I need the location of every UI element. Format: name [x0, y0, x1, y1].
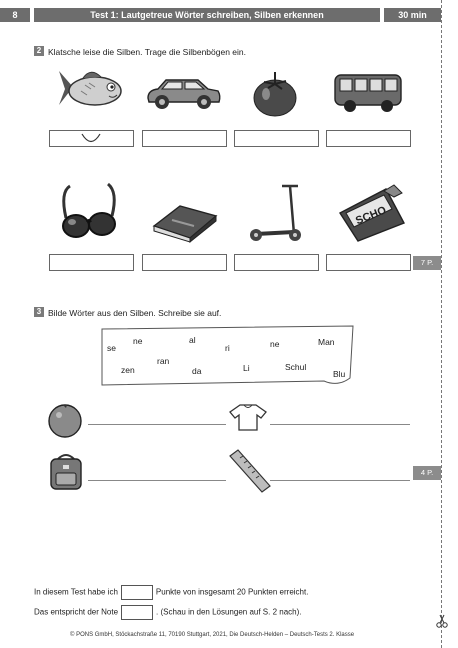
answer-line-ruler[interactable] [270, 480, 410, 481]
task3-number: 3 [34, 307, 44, 317]
test-time: 30 min [384, 8, 441, 22]
syllable: se [107, 343, 116, 353]
points-input-box[interactable] [121, 585, 153, 600]
school-bag-picture [46, 451, 86, 493]
task2-heading [34, 42, 246, 60]
syllable: ri [225, 343, 230, 353]
task2-number: 2 [34, 46, 44, 56]
car-picture [146, 76, 222, 112]
result-line [34, 585, 308, 600]
sunglasses-picture [56, 182, 122, 242]
fish-picture [55, 65, 127, 115]
syllable: al [189, 335, 196, 345]
test-title: Test 1: Lautgetreue Wörter schreiben, Silben erkennen [34, 8, 380, 22]
scissors-icon [435, 614, 449, 628]
syllable-box-car[interactable] [142, 130, 227, 147]
answer-line-orange[interactable] [88, 424, 226, 425]
syllable-box-chocolate[interactable] [326, 254, 411, 271]
syllable-box-scooter[interactable] [234, 254, 319, 271]
syllable-box-fish[interactable] [49, 130, 134, 147]
syllable: Blu [333, 369, 346, 379]
syllable-box-bus[interactable] [326, 130, 411, 147]
task3-heading [34, 303, 221, 321]
syllable: ran [157, 356, 170, 366]
chocolate-picture [336, 183, 408, 241]
grade-text-b: . (Schau in den Lösungen auf S. 2 nach). [156, 607, 302, 617]
sweater-picture [228, 402, 268, 432]
syllable: zen [121, 365, 135, 375]
task2-instruction: Klatsche leise die Silben. Trage die Silbenbögen ein. [48, 47, 246, 57]
syllable: Li [243, 363, 250, 373]
tomato-picture [252, 68, 298, 118]
syllable-paper [98, 323, 358, 389]
grade-line [34, 605, 301, 620]
task3-instruction: Bilde Wörter aus den Silben. Schreibe sie auf. [48, 308, 222, 318]
grade-input-box[interactable] [121, 605, 153, 620]
syllable-box-book[interactable] [142, 254, 227, 271]
syllable-box-sunglasses[interactable] [49, 254, 134, 271]
answer-line-school-bag[interactable] [88, 480, 226, 481]
syllable: Schul [285, 362, 307, 372]
syllable: da [192, 366, 202, 376]
syllable: ne [133, 336, 143, 346]
chocolate-label: SCHO [354, 204, 389, 228]
result-text-a: In diesem Test habe ich [34, 587, 118, 597]
task3-points: 4 P. [413, 466, 441, 480]
orange-picture [46, 402, 84, 438]
syllable-arc-icon [80, 133, 102, 143]
syllable-box-tomato[interactable] [234, 130, 319, 147]
cut-line [441, 0, 442, 648]
scooter-picture [246, 182, 304, 244]
result-text-b: Punkte von insgesamt 20 Punkten erreicht. [155, 587, 309, 597]
page-number: 8 [0, 8, 30, 22]
answer-line-sweater[interactable] [270, 424, 410, 425]
task2-points: 7 P. [413, 256, 441, 270]
syllable: ne [270, 339, 280, 349]
bus-picture [332, 70, 404, 114]
grade-text-a: Das entspricht der Note [34, 607, 119, 617]
syllable: Man [318, 337, 335, 347]
ruler-picture [226, 446, 274, 494]
copyright: © PONS GmbH, Stöckachstraße 11, 70190 Stuttgart, 2021, Die Deutsch-Helden – Deutsch-Tests 2. Klasse [70, 632, 355, 638]
book-picture [150, 200, 220, 242]
